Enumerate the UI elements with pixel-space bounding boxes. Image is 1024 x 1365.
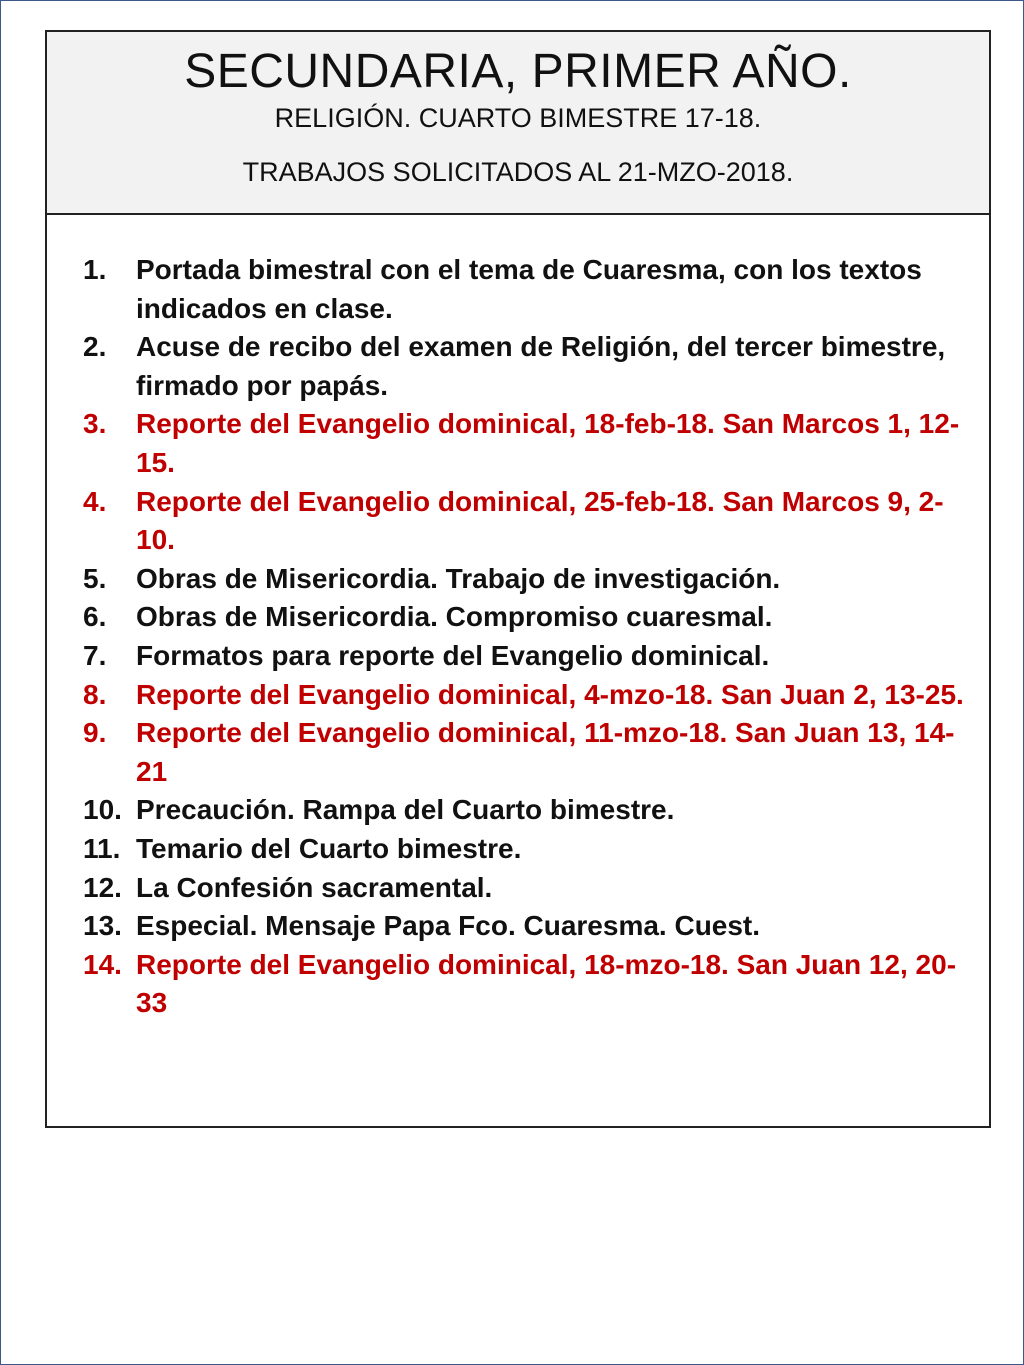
- list-item-text: Reporte del Evangelio dominical, 18-mzo-18. San Juan 12, 20-33: [136, 948, 957, 1019]
- list-item-number: 2.: [83, 331, 107, 363]
- list-item: [47, 830, 989, 869]
- list-item: [47, 405, 989, 482]
- list-item: [47, 907, 989, 946]
- list-item-text: Portada bimestral con el tema de Cuaresma, con los textos indicados en clase.: [136, 254, 922, 324]
- list-item: [47, 676, 989, 715]
- list-item: [47, 251, 989, 328]
- list-item-text: Acuse de recibo del examen de Religión, del tercer bimestre, firmado por papás.: [136, 331, 946, 401]
- list-item: [47, 946, 989, 1023]
- list-item-text: Obras de Misericordia. Trabajo de investigación.: [136, 562, 781, 594]
- list-item-number: 13.: [83, 910, 122, 942]
- list-item-number: 8.: [83, 678, 107, 710]
- list-item-number: 1.: [83, 254, 107, 285]
- list-item: [47, 598, 989, 637]
- list-item: [47, 637, 989, 676]
- page-title: SECUNDARIA, PRIMER AÑO.: [184, 45, 852, 98]
- list-item-number: 4.: [83, 485, 107, 517]
- list-item-text: Reporte del Evangelio dominical, 18-feb-18. San Marcos 1, 12-15.: [136, 408, 960, 478]
- list-item: [47, 714, 989, 791]
- list-item-number: 12.: [83, 871, 122, 903]
- page-subtitle: RELIGIÓN. CUARTO BIMESTRE 17-18.: [274, 103, 762, 133]
- list-item-number: 11.: [83, 832, 121, 864]
- list-item-text: Reporte del Evangelio dominical, 25-feb-18. San Marcos 9, 2-10.: [136, 485, 944, 556]
- list-item-text: Temario del Cuarto bimestre.: [136, 832, 522, 864]
- list-item-number: 9.: [83, 717, 107, 749]
- list-item-text: Obras de Misericordia. Compromiso cuaresmal.: [136, 601, 773, 633]
- list-item-text: Reporte del Evangelio dominical, 4-mzo-18. San Juan 2, 13-25.: [136, 678, 964, 710]
- document-header: [47, 32, 989, 215]
- list-item-number: 14.: [83, 948, 122, 980]
- list-item-number: 7.: [83, 639, 107, 671]
- list-item: [47, 791, 989, 830]
- list-item-number: 3.: [83, 408, 107, 440]
- list-item-text: Especial. Mensaje Papa Fco. Cuaresma. Cuest.: [136, 910, 761, 942]
- list-item-text: Precaución. Rampa del Cuarto bimestre.: [136, 794, 675, 826]
- list-item-text: La Confesión sacramental.: [136, 871, 493, 903]
- document-box: [45, 30, 991, 1128]
- list-item: [47, 560, 989, 599]
- list-item-number: 10.: [83, 794, 122, 826]
- page-subtitle-date: TRABAJOS SOLICITADOS AL 21-MZO-2018.: [242, 157, 794, 187]
- list-item-number: 5.: [83, 562, 107, 594]
- list-item-number: 6.: [83, 601, 107, 633]
- list-item: [47, 869, 989, 908]
- list-item-text: Reporte del Evangelio dominical, 11-mzo-18. San Juan 13, 14-21: [136, 717, 955, 787]
- list-item: [47, 328, 989, 405]
- list-item-text: Formatos para reporte del Evangelio dominical.: [136, 639, 770, 671]
- task-list: [47, 215, 989, 1023]
- list-item: [47, 483, 989, 560]
